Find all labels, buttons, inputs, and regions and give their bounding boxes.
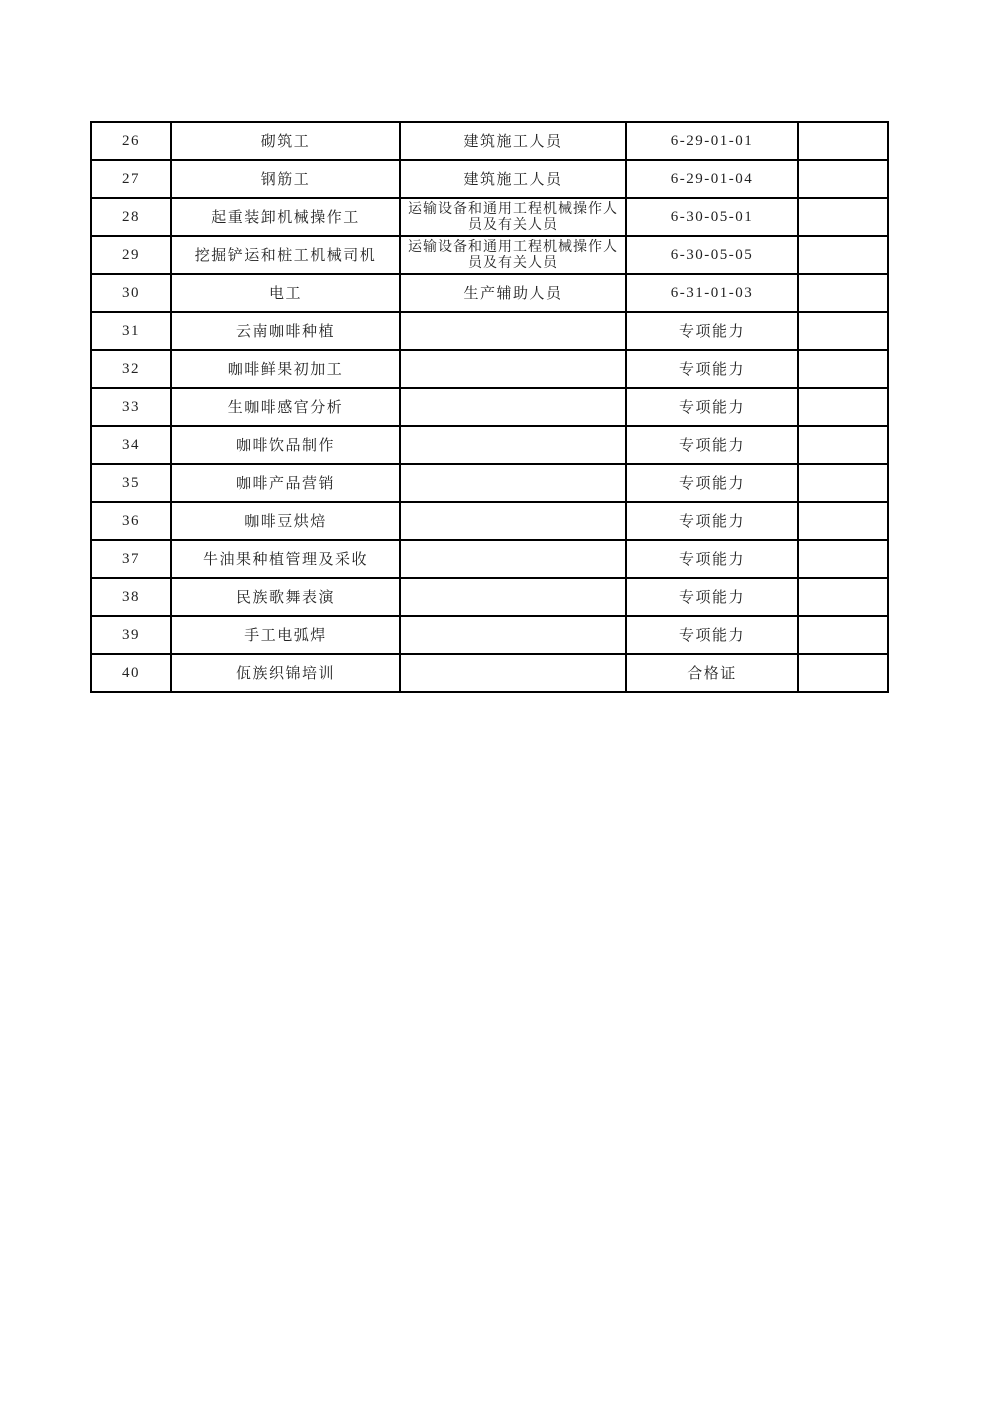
occupation-name: 生咖啡感官分析 <box>171 388 400 426</box>
row-number: 40 <box>91 654 171 692</box>
empty-cell <box>798 654 888 692</box>
occupation-category <box>400 426 626 464</box>
certificate-type: 专项能力 <box>626 350 798 388</box>
row-number: 36 <box>91 502 171 540</box>
row-number: 28 <box>91 198 171 236</box>
occupation-category: 运输设备和通用工程机械操作人员及有关人员 <box>400 236 626 274</box>
empty-cell <box>798 616 888 654</box>
table-row <box>91 654 888 692</box>
table-row <box>91 464 888 502</box>
table-row <box>91 312 888 350</box>
occupation-category <box>400 464 626 502</box>
certificate-type: 专项能力 <box>626 502 798 540</box>
occupation-category: 建筑施工人员 <box>400 160 626 198</box>
occupation-name: 民族歌舞表演 <box>171 578 400 616</box>
occupation-code: 6-29-01-04 <box>626 160 798 198</box>
occupation-category <box>400 540 626 578</box>
row-number: 38 <box>91 578 171 616</box>
row-number: 39 <box>91 616 171 654</box>
certificate-type: 专项能力 <box>626 578 798 616</box>
row-number: 29 <box>91 236 171 274</box>
occupation-name: 咖啡饮品制作 <box>171 426 400 464</box>
table-row <box>91 426 888 464</box>
occupation-category <box>400 502 626 540</box>
occupation-category <box>400 616 626 654</box>
table-row <box>91 502 888 540</box>
certificate-type: 专项能力 <box>626 312 798 350</box>
occupation-name: 咖啡产品营销 <box>171 464 400 502</box>
occupation-name: 电工 <box>171 274 400 312</box>
row-number: 33 <box>91 388 171 426</box>
occupation-name: 佤族织锦培训 <box>171 654 400 692</box>
occupation-name: 云南咖啡种植 <box>171 312 400 350</box>
occupation-category <box>400 350 626 388</box>
occupation-name: 起重装卸机械操作工 <box>171 198 400 236</box>
empty-cell <box>798 426 888 464</box>
row-number: 30 <box>91 274 171 312</box>
certificate-type: 专项能力 <box>626 426 798 464</box>
occupation-name: 钢筋工 <box>171 160 400 198</box>
occupation-table-body <box>91 122 888 692</box>
empty-cell <box>798 122 888 160</box>
empty-cell <box>798 540 888 578</box>
occupation-category: 生产辅助人员 <box>400 274 626 312</box>
empty-cell <box>798 198 888 236</box>
certificate-type: 专项能力 <box>626 540 798 578</box>
table-row <box>91 616 888 654</box>
certificate-type: 专项能力 <box>626 616 798 654</box>
occupation-code: 6-31-01-03 <box>626 274 798 312</box>
table-row <box>91 388 888 426</box>
empty-cell <box>798 388 888 426</box>
row-number: 35 <box>91 464 171 502</box>
table-row <box>91 578 888 616</box>
table-row <box>91 274 888 312</box>
occupation-name: 咖啡鲜果初加工 <box>171 350 400 388</box>
row-number: 31 <box>91 312 171 350</box>
row-number: 34 <box>91 426 171 464</box>
occupation-name: 手工电弧焊 <box>171 616 400 654</box>
occupation-name: 咖啡豆烘焙 <box>171 502 400 540</box>
occupation-code: 6-29-01-01 <box>626 122 798 160</box>
empty-cell <box>798 274 888 312</box>
empty-cell <box>798 312 888 350</box>
occupation-code: 6-30-05-01 <box>626 198 798 236</box>
empty-cell <box>798 350 888 388</box>
occupation-table <box>90 121 889 693</box>
table-row <box>91 540 888 578</box>
table-row <box>91 198 888 236</box>
certificate-type: 专项能力 <box>626 464 798 502</box>
certificate-type: 专项能力 <box>626 388 798 426</box>
row-number: 27 <box>91 160 171 198</box>
occupation-category: 建筑施工人员 <box>400 122 626 160</box>
occupation-category <box>400 388 626 426</box>
occupation-category <box>400 578 626 616</box>
table-row <box>91 160 888 198</box>
table-row <box>91 350 888 388</box>
occupation-name: 牛油果种植管理及采收 <box>171 540 400 578</box>
certificate-type: 合格证 <box>626 654 798 692</box>
empty-cell <box>798 502 888 540</box>
occupation-name: 挖掘铲运和桩工机械司机 <box>171 236 400 274</box>
occupation-code: 6-30-05-05 <box>626 236 798 274</box>
row-number: 37 <box>91 540 171 578</box>
occupation-category <box>400 654 626 692</box>
empty-cell <box>798 578 888 616</box>
row-number: 32 <box>91 350 171 388</box>
row-number: 26 <box>91 122 171 160</box>
table-row <box>91 122 888 160</box>
empty-cell <box>798 236 888 274</box>
occupation-name: 砌筑工 <box>171 122 400 160</box>
empty-cell <box>798 464 888 502</box>
table-row <box>91 236 888 274</box>
empty-cell <box>798 160 888 198</box>
occupation-category: 运输设备和通用工程机械操作人员及有关人员 <box>400 198 626 236</box>
occupation-category <box>400 312 626 350</box>
